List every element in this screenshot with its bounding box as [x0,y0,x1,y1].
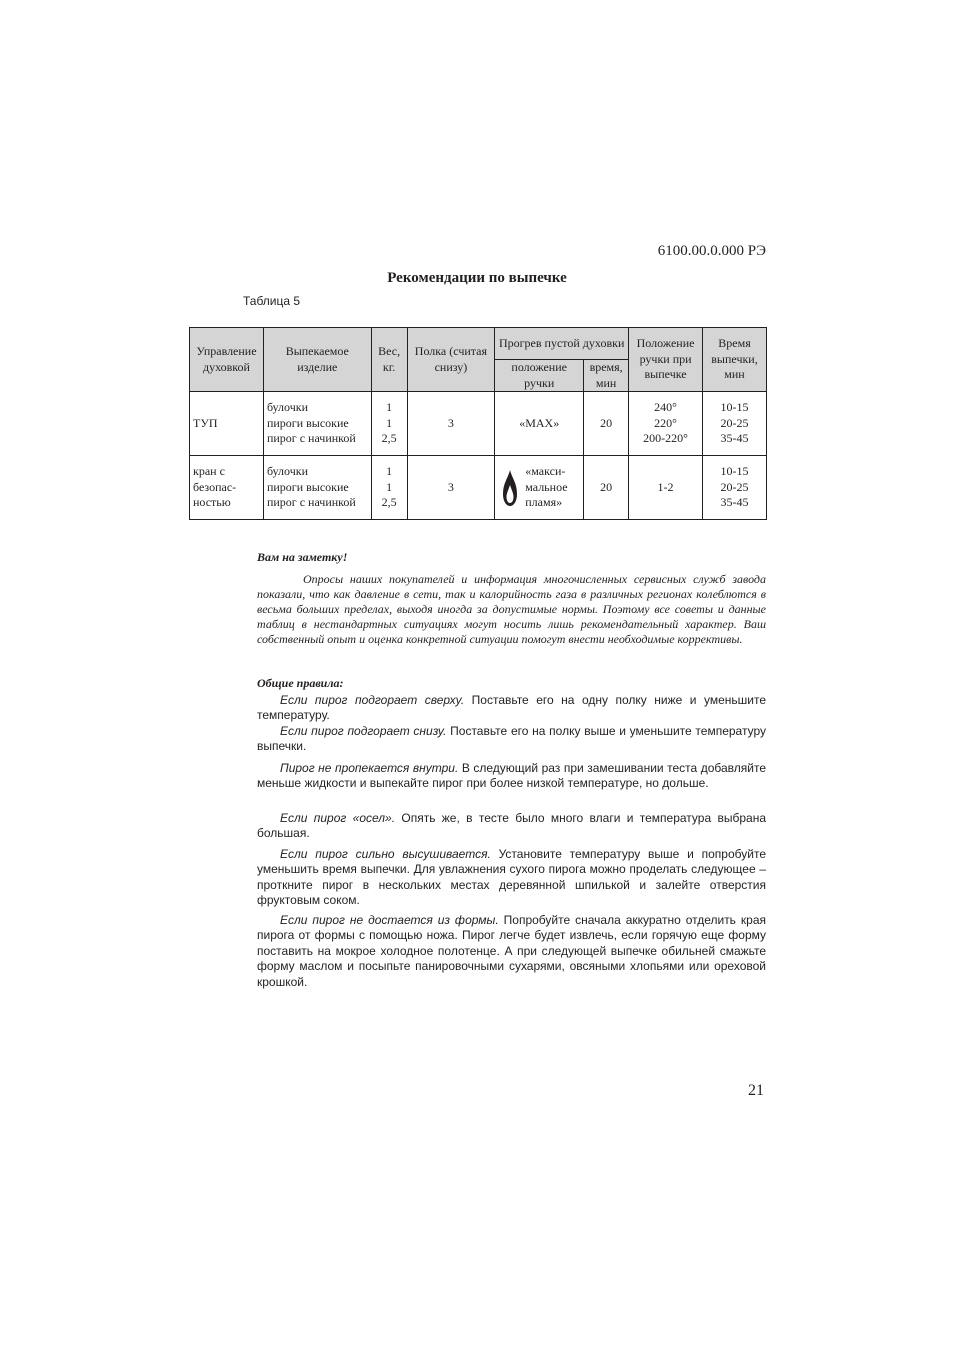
note-text: Опросы наших покупателей и информация многочисленных сервисных служб завода показали, что как давление в сети, так и калорийность газа в различных регионах колеблются в весьма больших пределах, выходя иногда за допустимые нормы. Поэтому все советы и данные таблиц в нестандартных ситуациях могут носить лишь рекомендательный характер. Ваш собственный опыт и оценка конкретной ситуации помогут внести необходимые коррективы. [257,572,766,646]
cell-shelf: 3 [407,456,495,520]
rule-item [257,693,766,724]
list-item: булочки [266,464,309,479]
rule-item [257,761,766,792]
note-block [257,550,766,647]
rule-text: Попробуйте сначала аккуратно отделить края пирога от формы с помощью ножа. Пирог легче будет извлечь, если горячую еще форму поставить на мокрое холодное полотенце. А при следующей выпечке обильней смажьте форму маслом и посыпьте панировочными сухарями, овсяными хлопьями или ореховой крошкой. [257,913,766,989]
list-item: пирог с начинкой [266,431,356,446]
cell-shelf: 3 [407,392,495,456]
rule-lead: Если пирог не достается из формы. [280,913,499,927]
time-value: 20-25 [720,479,749,494]
rule-item [257,913,766,990]
header-weight: Вес, кг. [371,328,407,392]
list-item: пирог с начинкой [266,495,356,510]
cell-knob-bake: 1-2 [629,456,703,520]
cell-weights [371,392,407,456]
table-caption: Таблица 5 [243,294,301,308]
temperature-value: 220° [654,415,677,430]
rule-item [257,724,766,755]
table-row [190,456,767,520]
rule-lead: Если пирог «осел». [280,811,396,825]
weight-value: 1 [386,400,393,415]
rule-text: Опять же, в тесте было много влаги и температура выбрана большая. [257,811,766,841]
cell-knob-bake [629,392,703,456]
rule-lead: Если пирог подгорает снизу. [280,724,447,738]
cell-products [263,392,371,456]
cell-bake-times [703,392,767,456]
header-product: Выпекаемое изделие [263,328,371,392]
knob-label-line: «макси- [525,464,566,479]
header-bake-time: Время выпечки, мин [703,328,767,392]
flame-icon [502,469,518,507]
temperature-value: 240° [654,400,677,415]
control-line: безопас- [193,479,237,494]
rule-item [257,811,766,842]
time-value: 20-25 [720,415,749,430]
cell-preheat-knob [495,456,584,520]
knob-label-line: пламя» [525,495,563,510]
rule-text: Поставьте его на полку выше и уменьшите температуру выпечки. [257,724,766,754]
note-heading: Вам на заметку! [257,550,348,564]
cell-weights [371,456,407,520]
weight-value: 1 [386,479,393,494]
baking-table [189,327,767,520]
table-row [190,392,767,456]
header-control: Управление духовкой [190,328,264,392]
rule-text: Поставьте его на одну полку ниже и уменьшите температуру. [257,693,766,723]
document-code: 6100.00.0.000 РЭ [657,243,766,259]
header-preheat-knob: положение ручки [495,360,584,392]
rule-item [257,847,766,909]
cell-products [263,456,371,520]
cell-preheat-time: 20 [584,392,629,456]
cell-preheat-time: 20 [584,456,629,520]
time-value: 10-15 [720,400,749,415]
cell-bake-times [703,456,767,520]
list-item: пироги высокие [266,415,349,430]
control-line: кран с [193,464,225,479]
weight-value: 2,5 [381,431,397,446]
weight-value: 2,5 [381,495,397,510]
cell-control [190,456,264,520]
header-shelf: Полка (считая снизу) [407,328,495,392]
cell-preheat-knob: «МАХ» [495,392,584,456]
rule-text: В следующий раз при замешивании теста добавляйте меньше жидкости и выпекайте пирог при более низкой температуре, но дольше. [257,761,767,791]
page-number: 21 [748,1082,764,1099]
weight-value: 1 [386,464,393,479]
knob-label-line: мальное [525,479,568,494]
weight-value: 1 [386,415,393,430]
list-item: пироги высокие [266,479,349,494]
temperature-value: 200-220° [643,431,688,446]
time-value: 35-45 [720,431,749,446]
time-value: 35-45 [720,495,749,510]
rule-lead: Пирог не пропекается внутри. [280,761,459,775]
header-preheat-time: время, мин [584,360,629,392]
control-line: ностью [193,495,231,510]
rules-heading: Общие правила: [257,676,344,690]
header-knob-bake: Положение ручки при выпечке [629,328,703,392]
list-item: булочки [266,400,309,415]
page-title: Рекомендации по выпечке [387,270,567,286]
cell-control: ТУП [190,392,264,456]
rule-lead: Если пирог сильно высушивается. [280,847,491,861]
header-preheat: Прогрев пустой духовки [495,328,629,360]
rule-text: Установите температуру выше и попробуйте уменьшить время выпечки. Для увлажнения сухого пирога можно проделать следующее – проткните пирог в нескольких местах деревянной шпилькой и залейте отверстия фруктовым соком. [257,847,766,908]
time-value: 10-15 [720,464,749,479]
rule-lead: Если пирог подгорает сверху. [280,693,465,707]
